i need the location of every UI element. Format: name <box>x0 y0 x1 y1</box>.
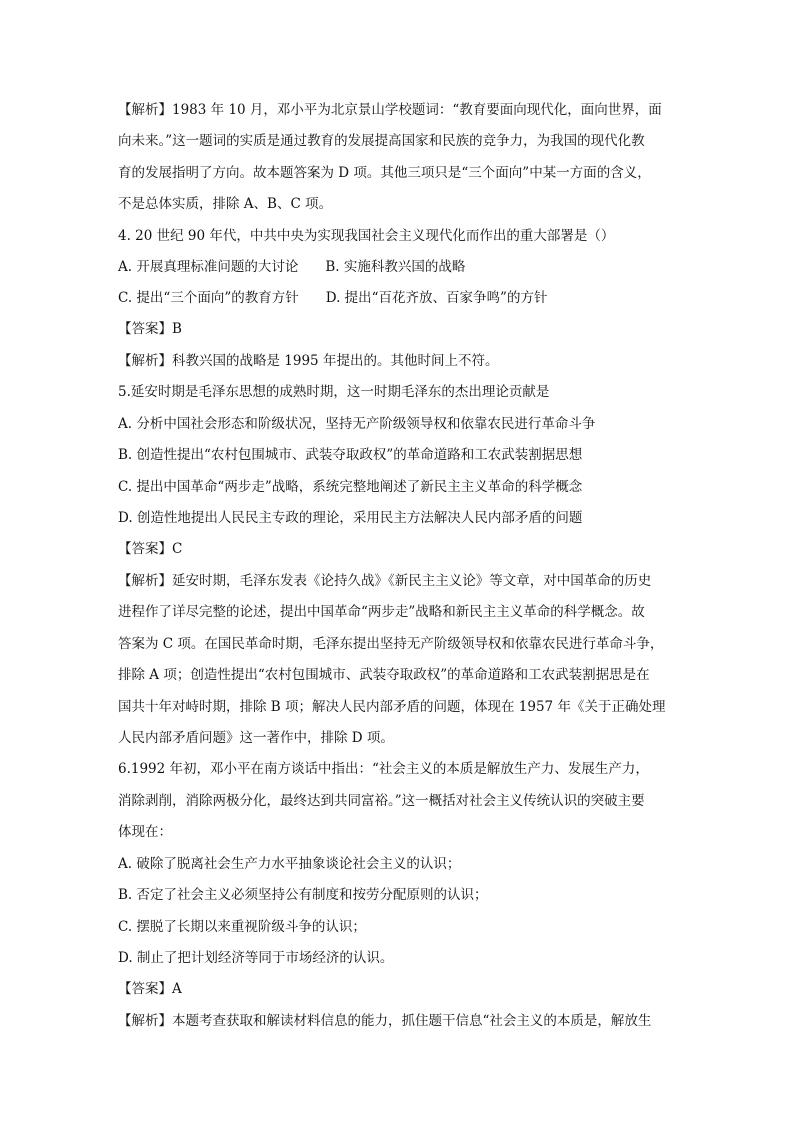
question-5-option-d: D. 创造性地提出人民民主专政的理论，采用民主方法解决人民内部矛盾的问题 <box>118 510 583 526</box>
analysis-q3-line-2: 向未来。”这一题词的实质是通过教育的发展提高国家和民族的竞争力，为我国的现代化教 <box>118 133 645 149</box>
question-4-analysis: 【解析】科教兴国的战略是 1995 年提出的。其他时间上不符。 <box>118 353 499 369</box>
question-6-analysis-line-1: 【解析】本题考查获取和解读材料信息的能力，抓住题干信息“社会主义的本质是，解放生 <box>118 1013 652 1029</box>
question-5-stem: 5.延安时期是毛泽东思想的成熟时期，这一时期毛泽东的杰出理论贡献是 <box>118 384 550 400</box>
analysis-q3-line-1: 【解析】1983 年 10 月，邓小平为北京景山学校题词：“教育要面向现代化，面向世界，面 <box>118 102 662 118</box>
question-5-answer: 【答案】C <box>118 541 183 557</box>
question-4-answer: 【答案】B <box>118 321 182 337</box>
question-5-option-c: C. 提出中国革命“两步走”战略，系统完整地阐述了新民主主义革命的科学概念 <box>118 479 583 495</box>
question-6-stem-line-1: 6.1992 年初，邓小平在南方谈话中指出：“社会主义的本质是解放生产力、发展生产力， <box>118 761 649 777</box>
question-6-option-c: C. 摆脱了长期以来重视阶级斗争的认识； <box>118 919 366 935</box>
question-5-analysis-line-2: 进程作了详尽完整的论述，提出中国革命“两步走”战略和新民主主义革命的科学概念。故 <box>118 604 645 620</box>
question-6-stem-line-2: 消除剥削，消除两极分化，最终达到共同富裕。”这一概括对社会主义传统认识的突破主要 <box>118 793 645 809</box>
question-5-analysis-line-3: 答案为 C 项。在国民革命时期，毛泽东提出坚持无产阶级领导权和依靠农民进行革命斗争， <box>118 636 664 652</box>
question-5-analysis-line-4: 排除 A 项；创造性提出“农村包围城市、武装夺取政权”的革命道路和工农武装割据思是在 <box>118 667 650 683</box>
question-6-option-b: B. 否定了社会主义必须坚持公有制度和按劳分配原则的认识； <box>118 887 488 903</box>
analysis-q3-line-4: 不是总体实质，排除 A、B、C 项。 <box>118 196 333 212</box>
question-4-stem: 4. 20 世纪 90 年代，中共中央为实现我国社会主义现代化而作出的重大部署是（） <box>118 228 615 244</box>
question-4-options-ab: A. 开展真理标准问题的大讨论 B. 实施科教兴国的战略 <box>118 259 466 275</box>
analysis-q3-line-3: 育的发展指明了方向。故本题答案为 D 项。其他三项只是“三个面向”中某一方面的含义， <box>118 165 651 181</box>
question-5-analysis-line-5: 国共十年对峙时期，排除 B 项；解决人民内部矛盾的问题，体现在 1957 年《关于正确处理 <box>118 699 666 715</box>
question-5-analysis-line-1: 【解析】延安时期，毛泽东发表《论持久战》《新民主主义论》等文章，对中国革命的历史 <box>118 573 652 589</box>
question-5-option-a: A. 分析中国社会形态和阶级状况，坚持无产阶级领导权和依靠农民进行革命斗争 <box>118 416 596 432</box>
question-6-option-d: D. 制止了把计划经济等同于市场经济的认识。 <box>118 950 394 966</box>
question-6-answer: 【答案】A <box>118 981 182 997</box>
question-5-option-b: B. 创造性提出“农村包围城市、武装夺取政权”的革命道路和工农武装割据思想 <box>118 447 583 463</box>
question-6-option-a: A. 破除了脱离社会生产力水平抽象谈论社会主义的认识； <box>118 856 461 872</box>
question-5-analysis-line-6: 人民内部矛盾问题》这一著作中，排除 D 项。 <box>118 730 394 746</box>
question-6-stem-line-3: 体现在： <box>118 824 172 840</box>
question-4-options-cd: C. 提出“三个面向”的教育方针 D. 提出“百花齐放、百家争鸣”的方针 <box>118 290 548 306</box>
